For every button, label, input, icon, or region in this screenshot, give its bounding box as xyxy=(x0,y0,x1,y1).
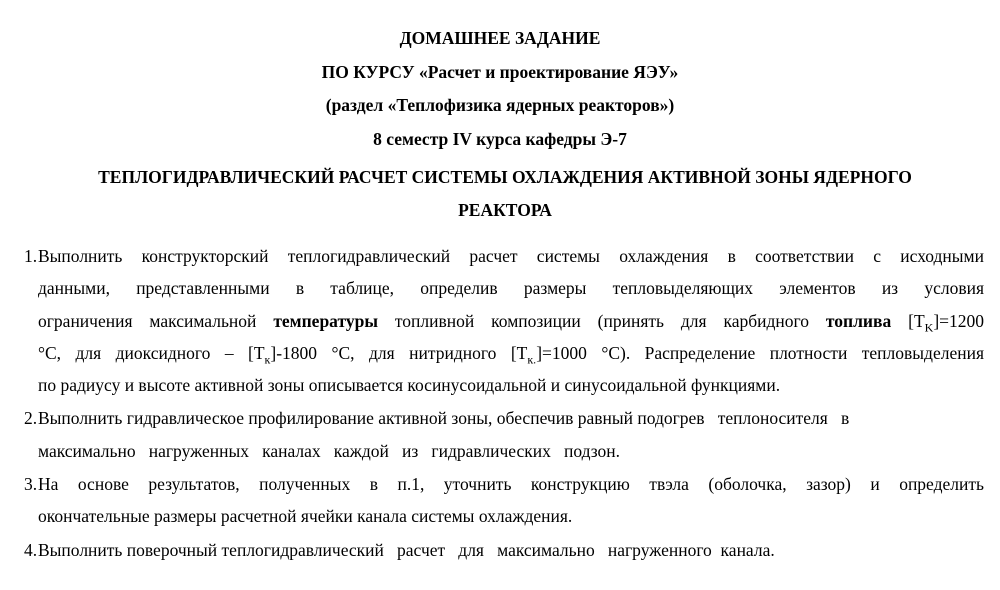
emphasis-fuel: топлива xyxy=(825,310,892,331)
task-number: 4. xyxy=(24,539,38,560)
header-line-section: (раздел «Теплофизика ядерных реакторов») xyxy=(325,95,675,115)
task-1-line-3: ограничения максимальной температуры топливной композиции (принять для карбидного топлива $[T_K]=1200$ xyxy=(38,310,984,335)
task-item-1 xyxy=(24,240,984,401)
emphasis-temperature: температуры xyxy=(273,310,378,331)
task-2-line-1: Выполнить гидравлическое профилирование активной зоны, обеспечив равный подогрев теплоносителя в xyxy=(38,408,850,429)
task-item-3 xyxy=(24,468,984,533)
task-item-4 xyxy=(24,534,984,566)
task-1-line-2: данными, представленными в таблице, определив размеры тепловыделяющих элементов из условия xyxy=(38,278,984,299)
document-header xyxy=(0,22,1000,156)
task-number: 3. xyxy=(24,474,38,495)
task-1-line-5: по радиусу и высоте активной зоны описывается косинусоидальной и синусоидальной функциями. xyxy=(38,375,781,396)
task-1-line-1: Выполнить конструкторский теплогидравлический расчет системы охлаждения в соответствии с исходными xyxy=(38,246,984,266)
header-line-assignment: ДОМАШНЕЕ ЗАДАНИЕ xyxy=(399,28,601,48)
header-line-course: ПО КУРСУ «Расчет и проектирование ЯЭУ» xyxy=(321,61,679,82)
task-number: 1. xyxy=(24,246,38,266)
task-3-line-2: окончательные размеры расчетной ячейки канала системы охлаждения. xyxy=(38,506,573,527)
task-4-line-1: Выполнить поверочный теплогидравлический расчет для максимально нагруженного канала. xyxy=(38,539,775,560)
title-line-1: ТЕПЛОГИДРАВЛИЧЕСКИЙ РАСЧЕТ СИСТЕМЫ ОХЛАЖДЕНИЯ АКТИВНОЙ ЗОНЫ ЯДЕРНОГО xyxy=(98,167,912,187)
document-title xyxy=(40,161,970,227)
task-item-2 xyxy=(24,402,984,467)
title-line-2: РЕАКТОРА xyxy=(458,200,552,220)
task-3-line-1: На основе результатов, полученных в п.1, уточнить конструкцию твэла (оболочка, зазор) и определить xyxy=(38,474,984,495)
task-number: 2. xyxy=(24,408,38,429)
header-line-semester: 8 семестр IV курса кафедры Э-7 xyxy=(373,128,627,149)
task-list xyxy=(0,240,1000,566)
task-2-line-2: максимально нагруженных каналах каждой из гидравлических подзон. xyxy=(38,440,621,461)
task-1-line-4: °C, для диоксидного – $[T_к]-1800$ °C, для нитридного $[T_{к.}]=1000$ °C). Распределение плотности тепловыделения xyxy=(38,342,984,367)
